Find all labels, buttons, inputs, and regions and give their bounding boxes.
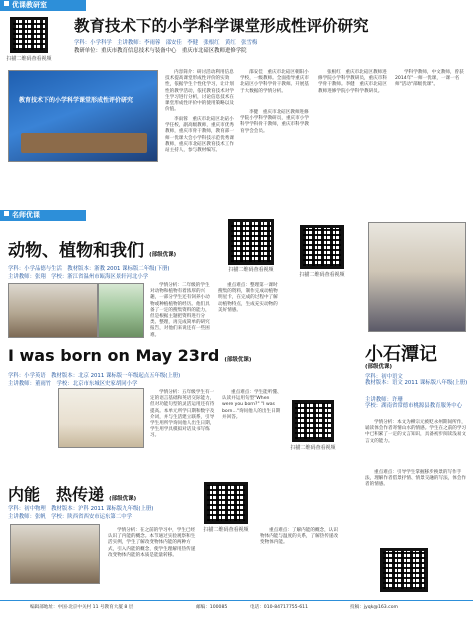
footer-postcode: 邮编：100085 — [196, 605, 228, 610]
article-title: 教育技术下的小学科学课堂形成性评价研究 — [74, 17, 369, 35]
article-column-2: 邵安佳 重庆市北碚区朝阳小学校，一级教师。全面指导重庆市北碚区小学科学骨干教师。开展基于大数据的学情分析。 — [240, 70, 309, 94]
lesson-3-summary: 学情分析：本文为柳宗元被贬永州期间所作，诵读体会作者寄情山水的情感。学生在之前的学习中已积累了一定的文言知识，具备初步阅读浅易文言文的能力。 — [365, 420, 467, 444]
lesson-2-meta: 学科：小学英语 教材版本：北京 2011 课标版一年级起点五年级(上册) — [8, 373, 181, 379]
lesson-2-summary: 学情分析：五年级学生有一定的语言基础和英语交际能力，但对功能句型的灵活运用还有待提高。本单元所学日期和数字及介词，并与生活建立联系，引导学生用所学询问他人出生日期，学生用学具模拟对话及书写练习。 — [150, 390, 215, 439]
lesson-3-subject: 学科：初中语文 — [365, 374, 403, 380]
lesson-1-summary: 学情分析：二年级的学生对动物和植物有着浓厚的兴趣，一部分学生还有饲养小动物或种植植物的经历。他们具备了一定的搜集资料的能力，但是根据主题把资料进行分类、整理，再完成简单的研究报告，对他们来说还有一些困难。 — [150, 283, 210, 338]
section-label-famous: 名师优课 — [0, 210, 86, 221]
lesson-1-qr-caption: 扫描二维码查看视频 — [228, 267, 274, 273]
footer-address: 编辑部地址：中国·北京中关村 11 号教育大厦 8 层 — [30, 605, 134, 610]
lesson-3-edition: 教材版本：语文 2011 课标版八年级(上册) — [365, 380, 468, 386]
footer-email: 投稿：jyqk@163.com — [350, 605, 398, 610]
lesson-4-photo — [10, 524, 100, 584]
lesson-4-meta: 学科：初中物理 教材版本：沪科 2011 课标版九年级(上册) — [8, 506, 154, 512]
article-meta-subjects: 学科：小学科学 主讲教师：李雨蓉 邵安佳 李健 张根红 黄红 张雪梅 — [74, 40, 258, 46]
lesson-3-photo — [368, 222, 466, 332]
lesson-3-teacher: 主讲教师：许珊 — [365, 397, 403, 403]
lesson-1-tag: (部级优课) — [149, 252, 177, 258]
article-column-3: 张根红 重庆市北碚区教师进修学院小学科学教研员，重庆市科学骨干教师。李健 重庆市北碚区教师进修学院小学科学教研员。 — [318, 70, 387, 94]
lesson-2-heading — [8, 346, 251, 365]
lesson-4-qr-code — [204, 482, 248, 524]
lesson-3-tag: (部级优课) — [365, 364, 393, 370]
footer-phone: 电话：010-84717755-611 — [250, 605, 309, 610]
lesson-4-highlight: 重点难点：了解内能的概念，认识物体内能与温度的关系，了解热传递改变物体内能。 — [260, 528, 339, 546]
lesson-4-teacher: 主讲教师：张帆 学校：陕西省西安市运东第二中学 — [8, 514, 132, 520]
lesson-1-highlight: 重点难点：整理第一课时搜集的资料，制作完成动植物明星卡，在完成的过程中了解动植物特点，生成充实动物的美好情感。 — [218, 283, 278, 313]
article-column-2b: 李健 重庆市北碚区教师进修学院小学科学教研员，重庆市小学科学学科骨干教师，重庆市科学教育学会会员。 — [240, 110, 309, 134]
lecture-photo — [8, 70, 158, 162]
lesson-2-qr-caption: 扫描二维码查看视频 — [290, 445, 336, 451]
lesson-4-summary: 学情分析：在之前的学习中，学生已经认识了内能的概念。本节通过实验观察和生活实例，学生了解改变物体内能的两种方式，引入内能的概念，使学生理解用热传递改变物体内能的本质是能量转移。 — [108, 528, 196, 558]
article-column-1b: 李雨蓉 重庆市北碚区北碚小学任校，副高级教师，重庆市优秀教师，重庆市骨干教师，教育部一师一优课大会小学科技示范优秀课教师，重庆市北碚区教育技术工作站主持人，参与教材编写。 — [165, 117, 234, 154]
lesson-2-teacher: 主讲教师：董雨竹 学校：北京市东城区史家胡同小学 — [8, 381, 138, 387]
photo-caption: 教育技术下的小学科学课堂形成性评价研究 — [19, 97, 134, 104]
lesson-1-meta: 学科：小学品德与生活 教材版本：浙教 2001 课标版二年级(下册) — [8, 266, 170, 272]
lesson-4-title: 内能 热传递 — [8, 485, 105, 504]
lesson-3-qr-caption: 扫描二维码查看视频 — [299, 272, 345, 278]
lesson-1-heading — [8, 236, 176, 261]
lesson-2-qr-code — [292, 400, 334, 442]
lesson-1-qr-code — [228, 219, 274, 265]
qr-caption: 扫描二维码查看视频 — [6, 56, 52, 62]
article-meta-institution: 教研单位：重庆市教育信息技术与装备中心 重庆市北碚区教师进修学院 — [74, 48, 247, 54]
lesson-1-photo-right — [98, 283, 144, 338]
lesson-4-tag: (部级优课) — [109, 496, 137, 502]
lesson-2-tag: (部级优课) — [224, 357, 252, 363]
lesson-3-qr-code — [300, 225, 344, 269]
lesson-1-title: 动物、植物和我们 — [8, 241, 144, 261]
lesson-3-highlight: 重点难点：引导学生掌握移步换景的写作手法，理解作者借景抒情、情景交融的写法，体会作者的情感。 — [365, 470, 467, 488]
lesson-4-qr-caption: 扫描二维码查看视频 — [203, 527, 249, 533]
lesson-1-photo-left — [8, 283, 98, 338]
lesson-4-heading — [8, 482, 136, 505]
lesson-3-school: 学校：湖南省常德市桃源县教育服务中心 — [365, 403, 463, 409]
lesson-1-teacher: 主讲教师：张翔 学校：浙江省温州市瓯海区景轩河北小学 — [8, 274, 149, 280]
article-column-1: 内容简介：研讨活动利用信息技术提高课堂形成性评价的实效性，依据学生个性化学习，让计划性的教学活动，依托教育技术对学生学习进行分析，讨论信息技术在课堂形成性评价中的使用策略以及价值。 — [165, 70, 234, 113]
lesson-2-photo — [58, 388, 144, 448]
lesson-3-qr-code-2 — [380, 548, 428, 592]
footer-divider — [0, 600, 473, 601]
article-column-4: 学科学教师，中文教师，曾获2014年"一师一优课，一课一名师"活动"部级优课"。 — [395, 70, 464, 88]
qr-code — [10, 17, 48, 53]
section-label-research: 优课教研室 — [0, 0, 86, 11]
lesson-2-highlight: 重点难点：学生能听懂、认读并运用句型"When were you born?" "I was born..."询问他人的出生日期并回答。 — [222, 390, 282, 420]
lesson-3-title: 小石潭记 — [365, 344, 437, 365]
lesson-2-title: I was born on May 23rd — [8, 346, 220, 365]
